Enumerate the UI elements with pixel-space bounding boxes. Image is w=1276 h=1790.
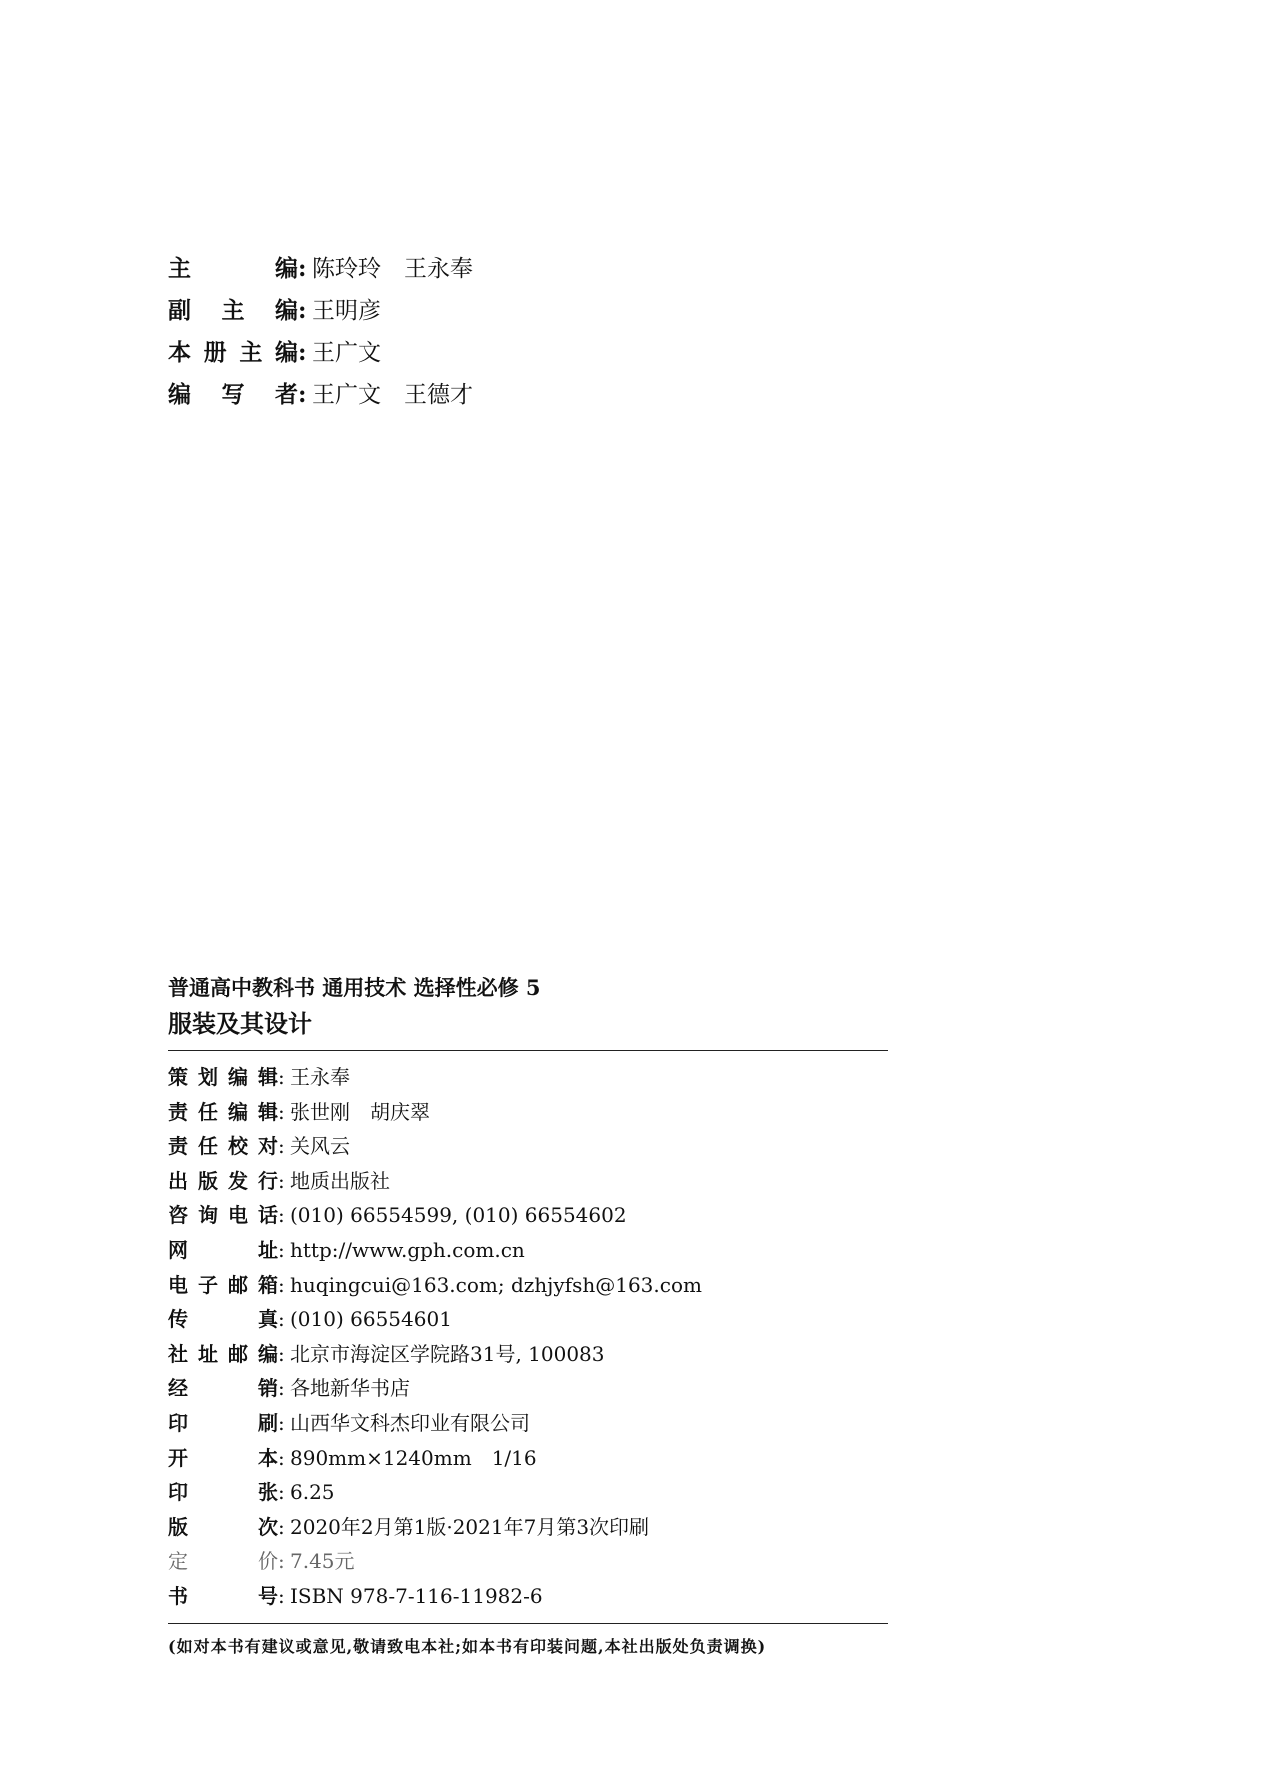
info-row: 电 子 邮 箱 : huqingcui@163.com; dzhjyfsh@163.com [168,1269,888,1304]
info-label: 社 址 邮 编 [168,1341,278,1366]
credit-value: 王广文 王德才 [312,382,473,408]
info-label: 责 任 编 辑 [168,1099,278,1124]
info-value: 张世刚 胡庆翠 [290,1099,430,1124]
divider-bottom [168,1623,888,1624]
info-value: 北京市海淀区学院路31号, 100083 [290,1341,605,1366]
info-row: 经 销 : 各地新华书店 [168,1372,888,1407]
credit-row-deputy-editor: 副 主 编 : 王明彦 [168,292,473,334]
info-value: 7.45元 [290,1549,355,1574]
editor-credits [168,250,473,418]
credit-value: 王明彦 [312,298,381,324]
info-row: 开 本 : 890mm×1240mm 1/16 [168,1442,888,1477]
colophon-info-list [168,1061,888,1615]
info-label: 版 次 [168,1514,278,1539]
book-title: 服装及其设计 [168,1010,312,1038]
info-value: http://www.gph.com.cn [290,1237,525,1262]
info-value: 各地新华书店 [290,1376,410,1401]
info-label: 电 子 邮 箱 [168,1272,278,1297]
info-label: 经 销 [168,1376,278,1401]
info-row: 版 次 : 2020年2月第1版·2021年7月第3次印刷 [168,1511,888,1546]
info-value: ISBN 978-7-116-11982-6 [290,1583,543,1608]
info-label: 开 本 [168,1445,278,1470]
info-label: 定 价 [168,1549,278,1574]
info-label: 印 刷 [168,1410,278,1435]
info-label: 咨 询 电 话 [168,1203,278,1228]
info-row: 印 张 : 6.25 [168,1476,888,1511]
credit-label: 副 主 编 [168,298,298,324]
credit-label: 编 写 者 [168,382,298,408]
info-value: (010) 66554599, (010) 66554602 [290,1203,627,1228]
credit-row-volume-editor: 本 册 主 编 : 王广文 [168,334,473,376]
info-value: 关风云 [290,1134,350,1159]
info-value: 2020年2月第1版·2021年7月第3次印刷 [290,1514,650,1539]
info-row: 出 版 发 行 : 地质出版社 [168,1165,888,1200]
series-title: 普通高中教科书 通用技术 选择性必修 5 [168,975,541,1000]
info-label: 网 址 [168,1237,278,1262]
info-value: 地质出版社 [290,1168,390,1193]
info-row: 定 价 : 7.45元 [168,1545,888,1580]
info-row: 责 任 校 对 : 关风云 [168,1130,888,1165]
info-label: 出 版 发 行 [168,1168,278,1193]
info-value: 山西华文科杰印业有限公司 [290,1410,530,1435]
info-value: huqingcui@163.com; dzhjyfsh@163.com [290,1272,702,1297]
info-value: (010) 66554601 [290,1307,452,1332]
info-label: 策 划 编 辑 [168,1065,278,1089]
info-label: 印 张 [168,1480,278,1505]
info-value: 王永奉 [290,1065,350,1089]
credit-row-writers: 编 写 者 : 王广文 王德才 [168,376,473,418]
info-row: 传 真 : (010) 66554601 [168,1303,888,1338]
info-row: 咨 询 电 话 : (010) 66554599, (010) 66554602 [168,1199,888,1234]
info-label: 责 任 校 对 [168,1134,278,1159]
info-row: 网 址 : http://www.gph.com.cn [168,1234,888,1269]
info-label: 传 真 [168,1307,278,1332]
info-label: 书 号 [168,1583,278,1608]
info-row: 责 任 编 辑 : 张世刚 胡庆翠 [168,1096,888,1131]
credit-row-chief-editor: 主 编 : 陈玲玲 王永奉 [168,250,473,292]
info-value: 6.25 [290,1480,335,1505]
info-value: 890mm×1240mm 1/16 [290,1445,537,1470]
footnote: (如对本书有建议或意见,敬请致电本社;如本书有印装问题,本社出版处负责调换) [168,1636,767,1656]
info-row: 社 址 邮 编 : 北京市海淀区学院路31号, 100083 [168,1338,888,1373]
info-row: 书 号 : ISBN 978-7-116-11982-6 [168,1580,888,1615]
colophon [168,970,888,1657]
credit-value: 王广文 [312,340,381,366]
info-row: 印 刷 : 山西华文科杰印业有限公司 [168,1407,888,1442]
credit-label: 主 编 [168,256,298,282]
credit-value: 陈玲玲 王永奉 [312,256,473,282]
credit-label: 本 册 主 编 [168,340,298,366]
divider-top [168,1050,888,1051]
info-row: 策 划 编 辑 : 王永奉 [168,1061,888,1096]
